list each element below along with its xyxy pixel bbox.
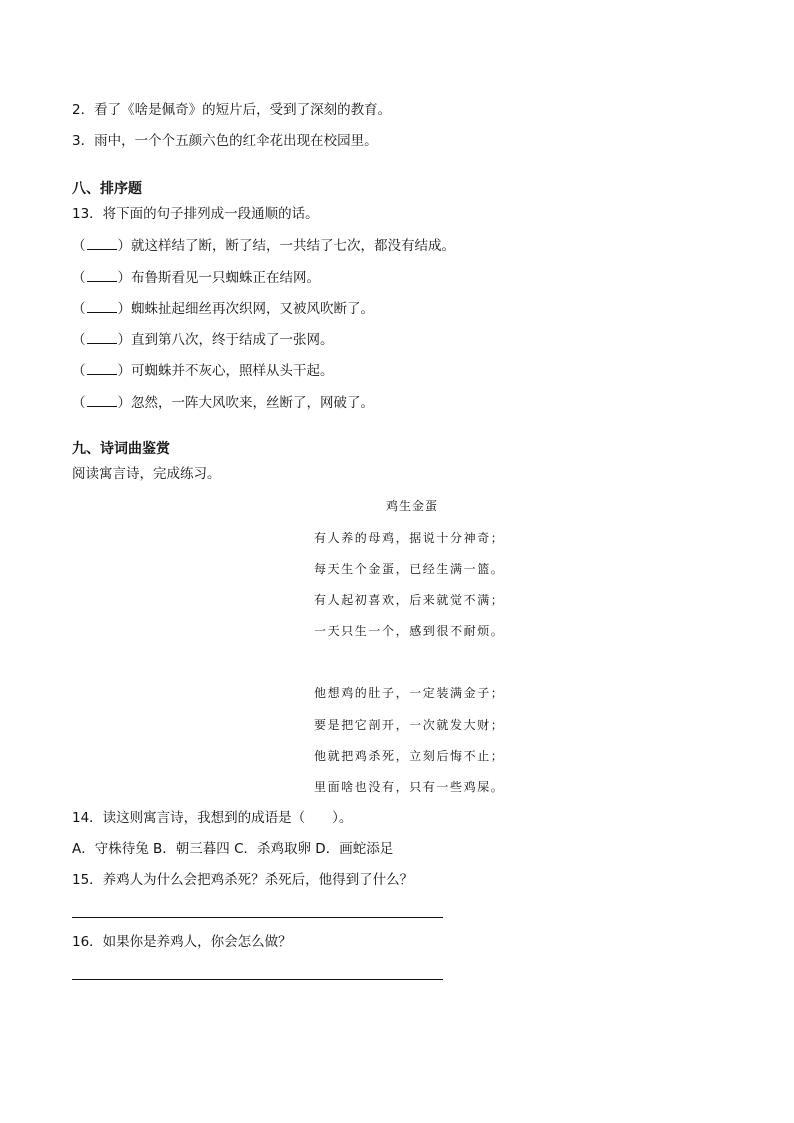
paren-open: （ bbox=[72, 238, 86, 254]
poem-line: 他想鸡的肚子，一定装满金子； bbox=[314, 686, 505, 700]
paren-close: ） bbox=[117, 332, 131, 348]
ordering-item bbox=[72, 393, 374, 412]
paren-close: ） bbox=[117, 270, 131, 286]
paren-close: ） bbox=[117, 395, 131, 411]
question-14: 14．读这则寓言诗，我想到的成语是（ ）。 bbox=[72, 810, 353, 826]
answer-line-16[interactable] bbox=[72, 979, 443, 980]
ordering-item bbox=[72, 299, 374, 318]
section-heading-ordering: 八、排序题 bbox=[72, 181, 142, 197]
paren-open: （ bbox=[72, 332, 86, 348]
ordering-item-text: 忽然，一阵大风吹来，丝断了，网破了。 bbox=[131, 395, 374, 411]
ordering-item-text: 布鲁斯看见一只蜘蛛正在结网。 bbox=[131, 270, 320, 286]
section-heading-poetry: 九、诗词曲鉴赏 bbox=[72, 441, 170, 457]
ordering-item-text: 直到第八次，终于结成了一张网。 bbox=[131, 332, 334, 348]
answer-blank[interactable] bbox=[87, 393, 117, 407]
question-16: 16．如果你是养鸡人，你会怎么做？ bbox=[72, 934, 292, 950]
ordering-item-text: 就这样结了断，断了结，一共结了七次，都没有结成。 bbox=[131, 238, 455, 254]
poem-line: 有人起初喜欢，后来就觉不满； bbox=[314, 593, 505, 607]
question-13: 13．将下面的句子排列成一段通顺的话。 bbox=[72, 206, 319, 222]
ordering-item bbox=[72, 361, 334, 380]
paren-open: （ bbox=[72, 270, 86, 286]
paren-open: （ bbox=[72, 363, 86, 379]
paren-close: ） bbox=[117, 238, 131, 254]
poem-line: 他就把鸡杀死，立刻后悔不止； bbox=[314, 749, 505, 763]
question-14-options: A．守株待兔 B．朝三暮四 C．杀鸡取卵 D．画蛇添足 bbox=[72, 841, 394, 857]
poem-title: 鸡生金蛋 bbox=[386, 499, 439, 513]
answer-blank[interactable] bbox=[87, 268, 117, 282]
paren-open: （ bbox=[72, 395, 86, 411]
paren-close: ） bbox=[117, 363, 131, 379]
paren-close: ） bbox=[117, 301, 131, 317]
answer-blank[interactable] bbox=[87, 330, 117, 344]
reading-instruction: 阅读寓言诗，完成练习。 bbox=[72, 466, 221, 482]
answer-line-15[interactable] bbox=[72, 917, 443, 918]
sentence-item-3: 3．雨中，一个个五颜六色的红伞花出现在校园里。 bbox=[72, 133, 378, 149]
ordering-item bbox=[72, 330, 334, 349]
poem-line: 每天生个金蛋，已经生满一篮。 bbox=[314, 562, 505, 576]
poem-line: 一天只生一个，感到很不耐烦。 bbox=[314, 624, 505, 638]
ordering-item-text: 可蜘蛛并不灰心，照样从头干起。 bbox=[131, 363, 334, 379]
answer-blank[interactable] bbox=[87, 361, 117, 375]
sentence-item-2: 2．看了《啥是佩奇》的短片后，受到了深刻的教育。 bbox=[72, 102, 392, 118]
answer-blank[interactable] bbox=[87, 236, 117, 250]
paren-open: （ bbox=[72, 301, 86, 317]
poem-line: 里面啥也没有，只有一些鸡屎。 bbox=[314, 780, 505, 794]
poem-line: 要是把它剖开，一次就发大财； bbox=[314, 718, 505, 732]
ordering-item bbox=[72, 236, 455, 255]
ordering-item-text: 蜘蛛扯起细丝再次织网，又被风吹断了。 bbox=[131, 301, 374, 317]
question-15: 15．养鸡人为什么会把鸡杀死？杀死后，他得到了什么？ bbox=[72, 872, 414, 888]
poem-line: 有人养的母鸡，据说十分神奇； bbox=[314, 531, 505, 545]
answer-blank[interactable] bbox=[87, 299, 117, 313]
ordering-item bbox=[72, 268, 320, 287]
